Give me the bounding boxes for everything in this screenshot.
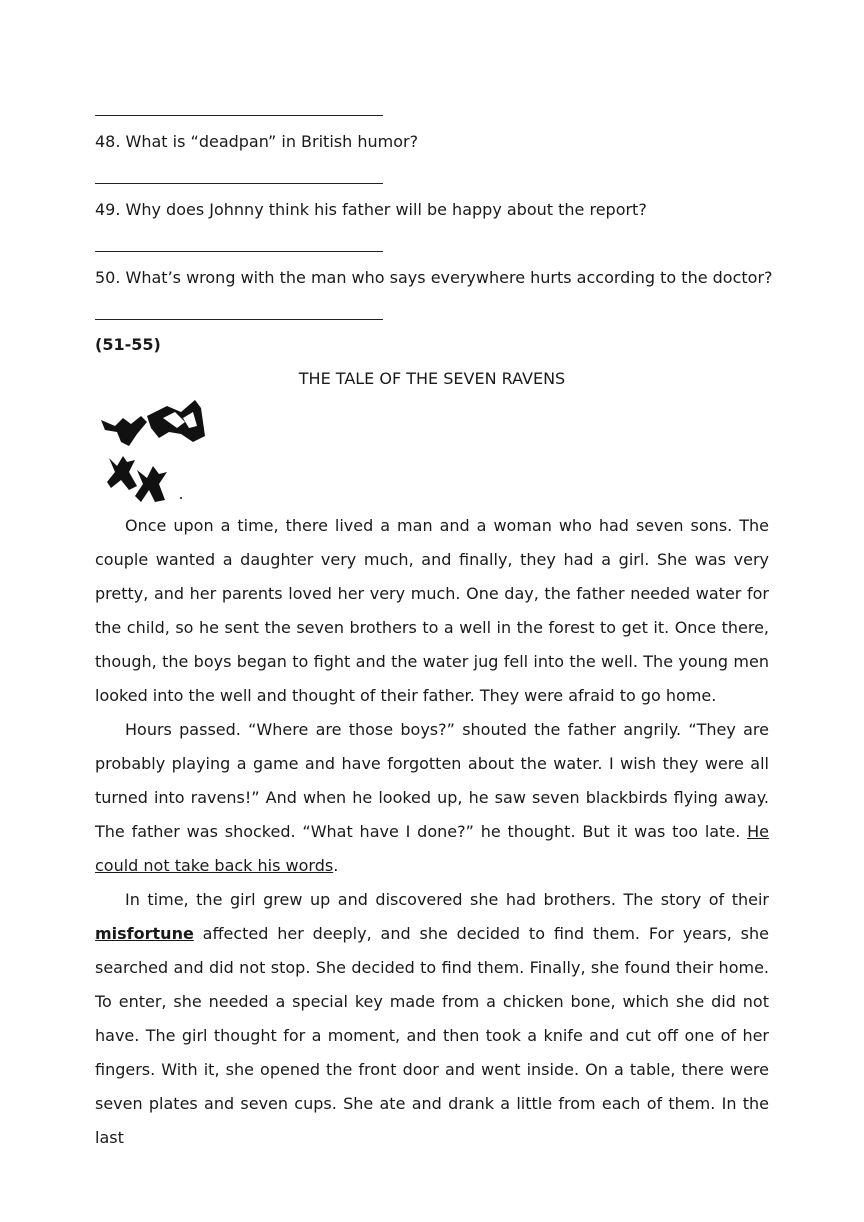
story-paragraph-3 [95,883,769,1155]
p2-end: . [333,856,339,875]
question-48: 48. What is “deadpan” in British humor? [95,132,419,151]
underlined-sentence: He could not take back his words [95,822,769,875]
answer-line-49[interactable] [95,251,383,252]
question-50: 50. What’s wrong with the man who says everywhere hurts according to the doctor? [95,268,773,287]
keyword-misfortune: misfortune [95,924,194,943]
answer-line-48[interactable] [95,183,383,184]
p3-text: In time, the girl grew up and discovered she had brothers. The story of their [125,890,769,909]
story-body [95,509,769,1155]
story-paragraph-2 [95,713,769,883]
story-title: THE TALE OF THE SEVEN RAVENS [298,369,566,388]
answer-line-50[interactable] [95,319,383,320]
section-label: (51-55) [95,335,161,354]
story-paragraph-1: Once upon a time, there lived a man and a woman who had seven sons. The couple wanted a daughter very much, and finally, they had a girl. She was very pretty, and her parents loved her very much. One day, the father needed water for the child, so he sent the seven brothers to a well in the forest to get it. Once there, though, the boys began to fight and the water jug fell into the well. The young men looked into the well and thought of their father. They were afraid to go home. [95,516,769,705]
p3-end: affected her deeply, and she decided to find them. For years, she searched and did not stop. She decided to find them. Finally, she found their home. To enter, she needed a special key made from a chicken bone, which she did not have. The girl thought for a moment, and then took a knife and cut off one of her fingers. With it, she opened the front door and went inside. On a table, there were seven plates and seven cups. She ate and drank a little from each of them. In the last [95,924,769,1147]
p2-text: Hours passed. “Where are those boys?” shouted the father angrily. “They are probably playing a game and have forgotten about the water. I wish they were all turned into ravens!” And when he looked up, he saw seven blackbirds flying away. The father was shocked. “What have I done?” he thought. But it was too late. [95,720,769,841]
ravens-illustration [97,398,209,504]
answer-line-47[interactable] [95,115,383,116]
question-49: 49. Why does Johnny think his father will be happy about the report? [95,200,647,219]
